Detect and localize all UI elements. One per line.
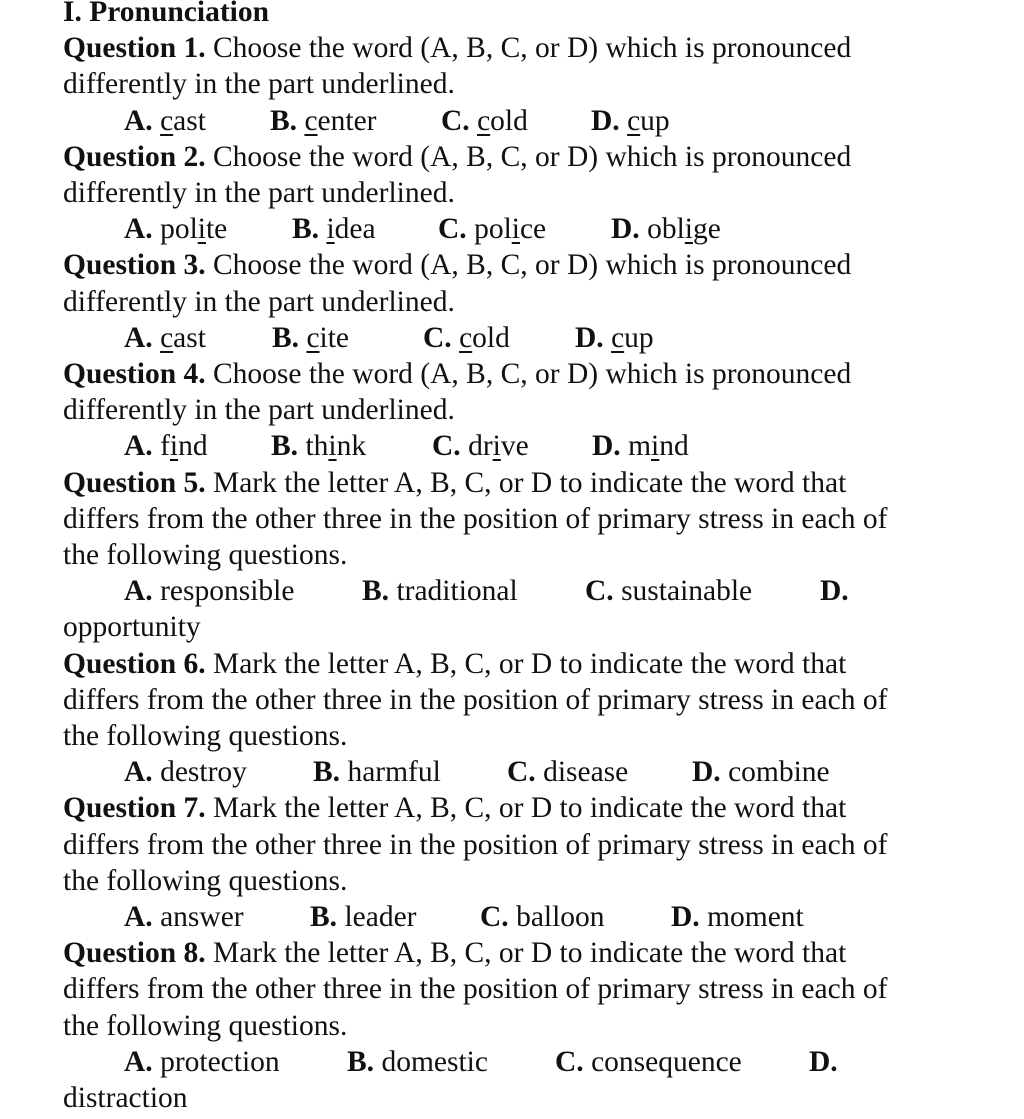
word-part: consequence [591,1045,742,1078]
word-part: f [160,430,170,463]
word-part: ite [319,321,350,354]
option-word [628,430,689,462]
question-prompt-text: Mark the letter A, B, C, or D to indicate the word that [205,466,847,499]
option-letter: B. [272,321,307,354]
question-prompt-line [63,392,1024,428]
question-5 [63,465,1024,646]
answer-option-c [423,320,575,356]
option-letter: C. [480,901,509,934]
option-letter: A. [124,901,153,934]
option-word [160,756,247,788]
word-part: nk [336,430,367,463]
word-part: protection [160,1045,280,1078]
question-prompt-text: Choose the word (A, B, C, or D) which is pronounced [205,140,852,173]
word-part: domestic [381,1045,488,1078]
question-list [63,30,1024,1116]
option-letter: C. [423,321,452,354]
word-part: ast [173,104,206,137]
option-word [647,213,721,245]
answer-option-b [347,1044,555,1080]
option-letter: D. [592,430,621,463]
answer-option-b [362,573,585,609]
answer-option-a [124,320,272,356]
option-letter: B. [310,901,338,934]
option-word [728,756,830,788]
question-2 [63,139,1024,248]
option-word [160,105,206,137]
question-prompt-text: Choose the word (A, B, C, or D) which is pronounced [205,32,852,65]
question-prompt-line [63,356,1024,392]
question-prompt-line [63,827,1024,863]
word-part: up [640,104,670,137]
option-word [474,213,546,245]
option-word [381,1046,488,1078]
option-word [591,1046,742,1078]
underlined-part: c [306,321,320,354]
word-part: moment [707,901,804,934]
option-word [459,322,510,354]
option-letter: B. [347,1045,375,1078]
option-word [160,430,208,462]
question-1 [63,30,1024,139]
section-title: I. Pronunciation [63,0,269,28]
option-letter: C. [432,430,461,463]
option-word [516,901,605,933]
question-prompt-text: differently in the part underlined. [63,285,455,318]
option-letter: B. [362,575,390,608]
question-8 [63,935,1024,1116]
question-prompt-line [63,537,1024,573]
underlined-part: c [611,321,625,354]
option-word [160,213,227,245]
option-letter: D. [575,321,612,354]
option-letter: D. [591,104,620,137]
option-word [621,575,752,607]
answer-option-b [310,899,480,935]
option-word [543,756,628,788]
answer-option-a [124,103,270,139]
underlined-part: i [492,430,501,463]
underlined-part: i [326,213,335,246]
question-prompt-line [63,30,1024,66]
question-label: Question 2. [63,140,206,173]
option-word [477,105,528,137]
word-part: ce [519,213,547,246]
question-prompt-line [63,718,1024,754]
answer-option-b [272,320,423,356]
word-part: balloon [516,901,605,934]
question-label: Question 5. [63,466,206,499]
word-part: responsible [160,575,295,608]
word-part: ve [500,430,529,463]
word-part: pol [474,213,512,246]
word-part: nd [178,430,208,463]
underlined-part: i [511,213,520,246]
question-label: Question 8. [63,937,206,970]
question-prompt-line [63,935,1024,971]
question-prompt-text: the following questions. [63,539,348,572]
option-letter: D. [611,213,640,246]
question-prompt-line [63,175,1024,211]
question-prompt-line [63,790,1024,826]
word-part: ge [692,213,721,246]
word-part: dea [334,213,376,246]
option-letter: C. [438,213,467,246]
question-prompt-text: differently in the part underlined. [63,68,455,101]
answer-options [63,899,1024,935]
answer-option-d [809,1044,838,1080]
word-part: ast [173,321,206,354]
option-word [160,901,244,933]
option-letter: B. [270,104,298,137]
option-letter: D. [820,575,849,608]
word-part: enter [317,104,377,137]
option-letter: D. [692,756,721,789]
word-part: up [624,321,654,354]
option-letter: A. [124,321,153,354]
question-prompt-text: Choose the word (A, B, C, or D) which is pronounced [205,249,852,282]
answer-option-a [124,428,271,464]
underlined-part: i [169,430,179,463]
option-word [347,756,440,788]
question-prompt-text: the following questions. [63,864,348,897]
answer-option-d [671,899,804,935]
word-part: pol [160,213,198,246]
word-part: dr [468,430,493,463]
answer-option-a [124,211,292,247]
word-part: combine [728,756,830,789]
answer-options [63,211,1024,247]
answer-option-b [271,428,432,464]
option-word [627,105,670,137]
answer-option-c [438,211,611,247]
question-prompt-line [63,1008,1024,1044]
option-letter: A. [124,213,153,246]
question-prompt-line [63,465,1024,501]
word-part: answer [160,901,244,934]
question-prompt-line [63,247,1024,283]
question-prompt-text: Choose the word (A, B, C, or D) which is pronounced [205,358,852,391]
question-prompt-text: differs from the other three in the position of primary stress in each of [63,828,888,861]
option-word [306,322,349,354]
answer-options [63,428,1024,464]
underlined-part: i [197,213,206,246]
answer-options [63,1044,1024,1080]
answer-option-c [507,754,692,790]
answer-option-d [592,428,689,464]
answer-option-c [432,428,592,464]
question-prompt-line [63,284,1024,320]
underlined-part: c [160,321,174,354]
word-part: old [472,321,510,354]
word-part: leader [344,901,417,934]
underlined-part: i [684,213,693,246]
option-word [160,322,206,354]
option-letter: B. [271,430,299,463]
question-label: Question 7. [63,792,206,825]
answer-option-d [591,103,670,139]
question-prompt-text: differently in the part underlined. [63,177,455,210]
answer-option-a [124,899,310,935]
question-prompt-line [63,501,1024,537]
answer-option-a [124,573,362,609]
answer-options [63,320,1024,356]
answer-option-b [313,754,507,790]
question-prompt-line [63,971,1024,1007]
question-prompt-text: Mark the letter A, B, C, or D to indicate the word that [205,937,847,970]
question-prompt-line [63,682,1024,718]
answer-options [63,103,1024,139]
underlined-part: i [328,430,337,463]
answer-option-a [124,754,313,790]
word-part: traditional [396,575,518,608]
option-word [305,430,366,462]
word-part: disease [543,756,629,789]
option-word [396,575,517,607]
question-prompt-text: differs from the other three in the position of primary stress in each of [63,683,888,716]
question-label: Question 3. [63,249,206,282]
option-word [468,430,529,462]
word-part: te [205,213,228,246]
question-prompt-text: Mark the letter A, B, C, or D to indicate the word that [205,792,847,825]
option-letter: A. [124,575,153,608]
answer-option-c [480,899,671,935]
option-letter: C. [555,1045,584,1078]
question-6 [63,646,1024,791]
word-part: nd [659,430,689,463]
answer-option-d [820,573,849,609]
answer-option-d [611,211,721,247]
answer-option-b [270,103,441,139]
option-letter: B. [292,213,320,246]
option-word [326,213,375,245]
word-part: m [628,430,652,463]
question-prompt-text: the following questions. [63,720,348,753]
option-letter: C. [441,104,470,137]
option-letter: A. [124,1045,153,1078]
question-prompt-text: differently in the part underlined. [63,394,455,427]
underlined-part: c [459,321,473,354]
option-letter: A. [124,756,153,789]
question-prompt-text: Mark the letter A, B, C, or D to indicate the word that [205,647,847,680]
option-letter: D. [671,901,700,934]
answer-option-c [441,103,591,139]
question-prompt-text: differs from the other three in the position of primary stress in each of [63,973,888,1006]
question-label: Question 6. [63,647,206,680]
question-prompt-text: differs from the other three in the position of primary stress in each of [63,502,888,535]
option-word [160,1046,280,1078]
option-letter: C. [585,575,614,608]
option-letter: A. [124,430,153,463]
underlined-part: c [160,104,174,137]
answer-option-d [692,754,830,790]
question-3 [63,247,1024,356]
option-d-wrapped-word: opportunity [63,611,201,644]
question-prompt-line [63,139,1024,175]
question-label: Question 1. [63,32,206,65]
answer-options [63,754,1024,790]
answer-option-c [585,573,820,609]
option-word [160,575,294,607]
underlined-part: i [651,430,660,463]
question-prompt-line [63,66,1024,102]
option-word [344,901,416,933]
underlined-part: c [304,104,318,137]
option-word [304,105,376,137]
word-part: old [490,104,528,137]
question-prompt-line [63,646,1024,682]
underlined-part: c [627,104,641,137]
option-word [611,322,654,354]
answer-option-d [575,320,654,356]
word-part: th [305,430,329,463]
word-part: harmful [347,756,441,789]
answer-option-c [555,1044,809,1080]
option-letter: C. [507,756,536,789]
answer-option-b [292,211,438,247]
option-word [707,901,804,933]
question-prompt-line [63,863,1024,899]
option-letter: B. [313,756,341,789]
option-d-wrapped-word: distraction [63,1082,188,1115]
word-part: sustainable [621,575,753,608]
question-label: Question 4. [63,358,206,391]
word-part: obl [647,213,685,246]
answer-options [63,573,1024,609]
word-part: destroy [160,756,247,789]
question-prompt-text: the following questions. [63,1009,348,1042]
question-4 [63,356,1024,465]
answer-option-a [124,1044,347,1080]
option-letter: A. [124,104,153,137]
option-letter: D. [809,1045,838,1078]
underlined-part: c [477,104,491,137]
question-7 [63,790,1024,935]
